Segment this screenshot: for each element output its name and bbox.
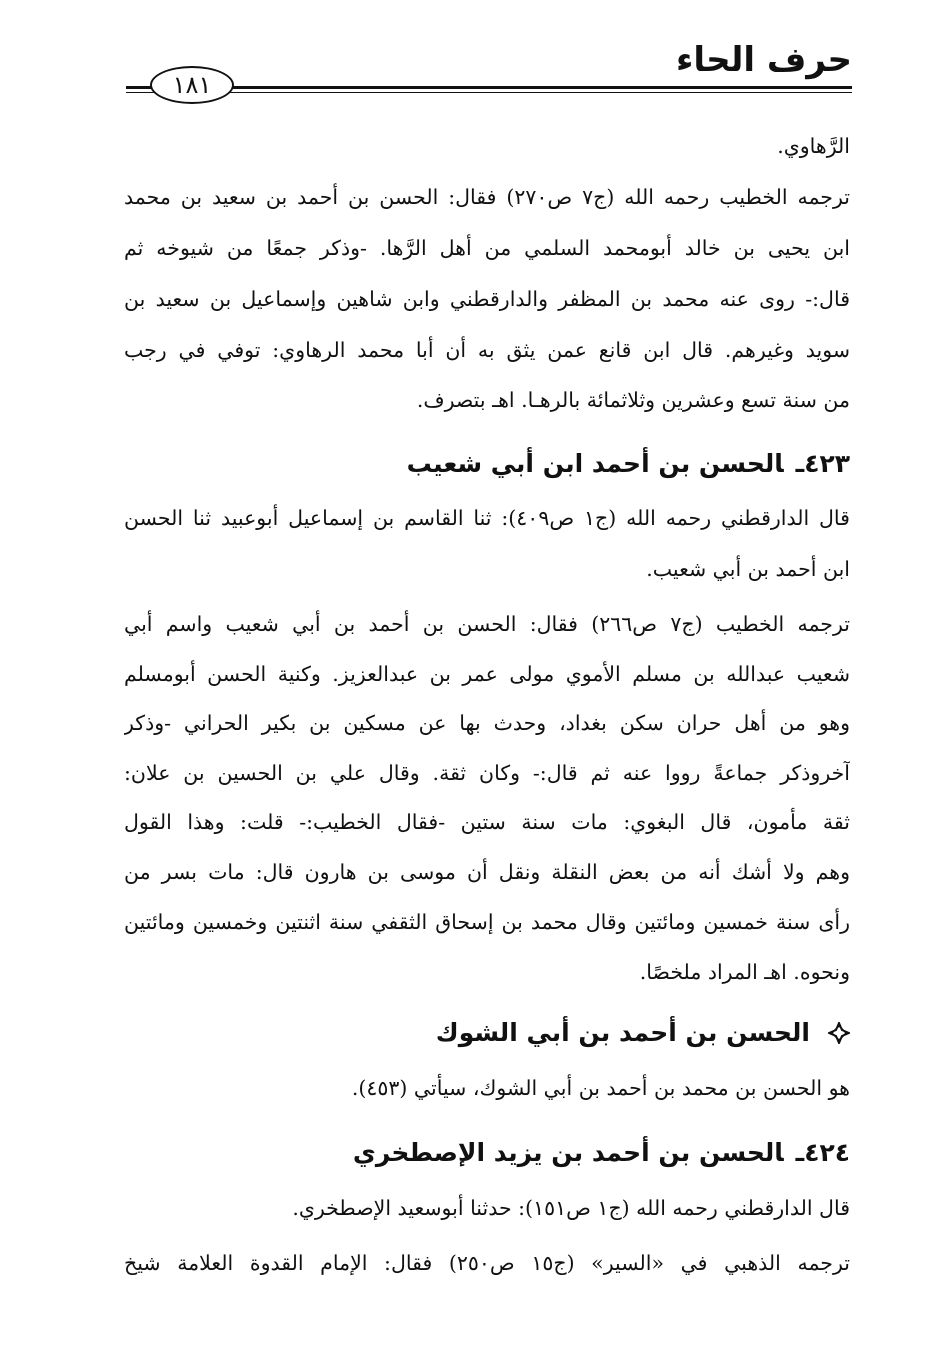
text-line: قال الدارقطني رحمه الله (ج١ ص٤٠٩): ثنا القاسم بن إسماعيل أبوعبيد ثنا الحسن [124, 506, 850, 530]
text-line: شعيب عبدالله بن مسلم الأموي مولى عمر بن عبدالعزيز. وكنية الحسن أبومسلم [124, 662, 850, 686]
text-line: قال الدارقطني رحمه الله (ج١ ص١٥١): حدثنا أبوسعيد الإصطخري. [292, 1196, 850, 1220]
header-rule [126, 86, 852, 93]
text-line: ترجمه الخطيب رحمه الله (ج٧ ص٢٧٠) فقال: الحسن بن أحمد بن سعيد بن محمد [124, 185, 850, 209]
text-line: وهو من أهل حران سكن بغداد، وحدث بها عن مسكين بن بكير الحراني -وذكر [124, 711, 850, 735]
entry-heading-424 [353, 1133, 850, 1173]
entry-heading-text: الحسن بن أحمد ابن أبي شعيب [406, 449, 784, 478]
entry-heading-423 [407, 444, 850, 484]
text-line: ونحوه. اهـ المراد ملخصًا. [639, 960, 850, 984]
text-line: ابن أحمد بن أبي شعيب. [646, 557, 850, 581]
text-line: ترجمه الخطيب (ج٧ ص٢٦٦) فقال: الحسن بن أحمد بن أبي شعيب واسم أبي [124, 612, 850, 636]
text-line: آخروذكر جماعةً رووا عنه ثم قال:- وكان ثقة. وقال علي بن الحسين بن علان: [124, 761, 850, 785]
page-number: ١٨١ [150, 66, 234, 104]
text-line: قال:- روى عنه محمد بن المظفر والدارقطني وابن شاهين وإسماعيل بن سعيد بن [124, 287, 850, 311]
text-line: هو الحسن بن محمد بن أحمد بن أبي الشوك، سيأتي (٤٥٣). [351, 1076, 850, 1100]
text-line: ثقة مأمون، قال البغوي: مات سنة ستين -فقال الخطيب:- قلت: وهذا القول [124, 810, 850, 834]
ornament-star-icon [828, 1022, 850, 1044]
text-line: الرَّهاوي. [777, 134, 850, 158]
entry-number: ٤٢٤ـ [795, 1138, 850, 1167]
entry-number: ٤٢٣ـ [795, 449, 850, 478]
text-line: من سنة تسع وعشرين وثلاثمائة بالرهـا. اهـ بتصرف. [416, 388, 850, 412]
text-line: ابن يحيى بن خالد أبومحمد السلمي من أهل الرَّها. -وذكر جمعًا من شيوخه ثم [124, 236, 850, 260]
entry-heading-abi-shawk: الحسن بن أحمد بن أبي الشوك [435, 1018, 810, 1047]
text-line: رأى سنة خمسين ومائتين وقال محمد بن إسحاق الثقفي سنة اثنتين وخمسين ومائتين [124, 910, 850, 934]
text-line: سويد وغيرهم. قال ابن قانع عمن يثق به أن أبا محمد الرهاوي: توفي في رجب [124, 338, 850, 362]
chapter-title: حرف الحاء [675, 40, 852, 80]
entry-heading-text: الحسن بن أحمد بن يزيد الإصطخري [352, 1138, 784, 1167]
text-line: وهم ولا أشك أنه من بعض النقلة ونقل أن موسى بن هارون قال: مات بسر من [124, 860, 850, 884]
text-line: ترجمه الذهبي في «السير» (ج١٥ ص٢٥٠) فقال: الإمام القدوة العلامة شيخ [124, 1251, 850, 1275]
